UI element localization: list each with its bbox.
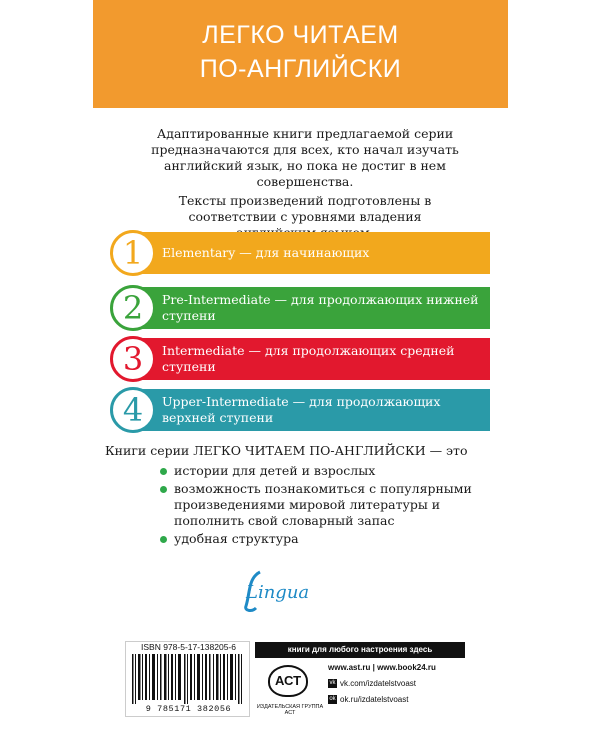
- level-1-number: 1: [110, 230, 156, 276]
- list-item: [160, 463, 480, 479]
- publisher-tagline: книги для любого настроения здесь: [255, 642, 465, 658]
- level-4-text: Upper-Intermediate — для продолжающих верхней ступени: [162, 394, 441, 425]
- vk-link: vk.com/izdatelstvoast: [340, 679, 417, 688]
- barcode-number: 9 785171 382056: [145, 704, 232, 714]
- benefits-list: [160, 463, 480, 549]
- isbn-text: ISBN 978-5-17-138205-6: [141, 642, 236, 652]
- level-4-number: 4: [110, 387, 156, 433]
- benefits-lead: Книги серии ЛЕГКО ЧИТАЕМ ПО-АНГЛИЙСКИ — это: [105, 443, 468, 458]
- bullet-icon: [160, 486, 167, 493]
- ok-link: ok.ru/izdatelstvoast: [340, 695, 409, 704]
- list-item: [160, 531, 480, 547]
- series-title: [93, 18, 508, 86]
- publisher-links: [328, 660, 468, 708]
- lingua-logo: [238, 568, 358, 614]
- benefit-text: истории для детей и взрослых: [174, 463, 376, 478]
- lingua-logo-text: Lingua: [246, 582, 310, 603]
- level-3-number: 3: [110, 336, 156, 382]
- level-2: [110, 287, 490, 329]
- series-title-line1: ЛЕГКО ЧИТАЕМ: [202, 21, 399, 49]
- list-item: [160, 481, 480, 529]
- intro-paragraph-1: Адаптированные книги предлагаемой серии предназначаются для всех, кто начал изучать английский язык, но пока не достиг в нем совершенства.: [151, 126, 459, 189]
- vk-icon: vk: [329, 680, 336, 687]
- vk-row: [328, 676, 468, 692]
- benefit-text: удобная структура: [174, 531, 299, 546]
- barcode-box: [125, 641, 250, 717]
- sites-text: www.ast.ru | www.book24.ru: [328, 663, 436, 672]
- ast-logo: АСТ: [268, 665, 308, 697]
- level-2-number: 2: [110, 285, 156, 331]
- level-1: [110, 232, 490, 274]
- intro-paragraph-2: Тексты произведений подготовлены в соответствии с уровнями владения: [178, 193, 432, 224]
- bullet-icon: [160, 468, 167, 475]
- barcode-icon: [130, 654, 246, 704]
- level-4: [110, 389, 490, 431]
- ok-row: [328, 692, 468, 708]
- publisher-name: ИЗДАТЕЛЬСКАЯ ГРУППА АСТ: [256, 704, 324, 716]
- ok-icon: ok: [329, 696, 336, 703]
- level-2-text: Pre-Intermediate — для продолжающих нижней ступени: [162, 292, 479, 323]
- series-title-line2: ПО-АНГЛИЙСКИ: [199, 55, 402, 83]
- level-3: [110, 338, 490, 380]
- bullet-icon: [160, 536, 167, 543]
- sites-row: [328, 660, 468, 676]
- benefit-text: возможность познакомиться с популярными произведениями мировой литературы и пополнить свой словарный запас: [174, 481, 472, 528]
- level-3-text: Intermediate — для продолжающих средней ступени: [162, 343, 455, 374]
- level-1-text: Elementary — для начинающих: [162, 245, 370, 260]
